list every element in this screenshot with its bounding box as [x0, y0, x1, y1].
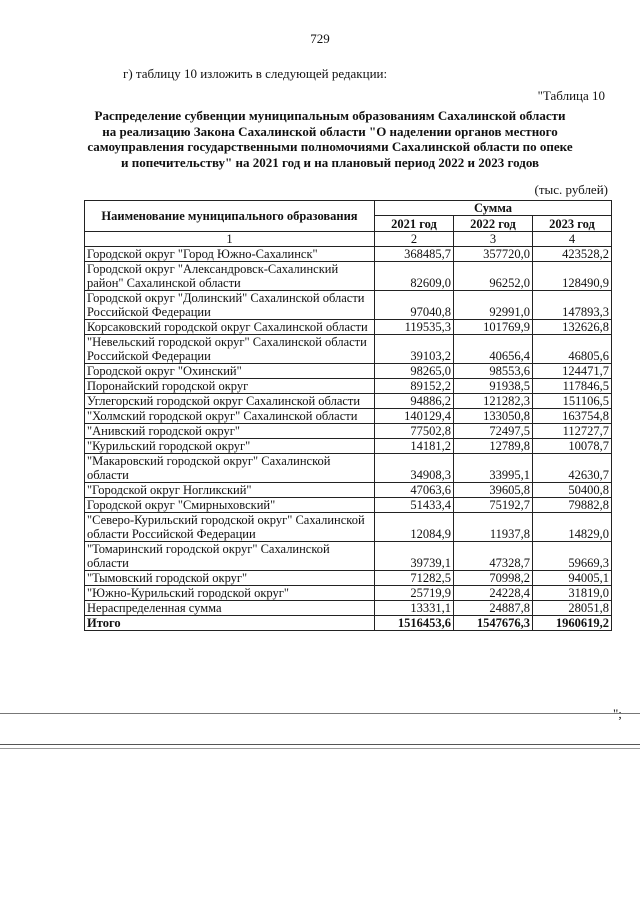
name-column-header: Наименование муниципального образования: [85, 201, 375, 232]
value-2021: 97040,8: [375, 291, 454, 320]
municipality-name: "Городской округ Ногликский": [85, 483, 375, 498]
column-number: 1: [85, 232, 375, 247]
table-row: [85, 320, 612, 335]
municipality-name: "Анивский городской округ": [85, 424, 375, 439]
value-2023: 117846,5: [533, 379, 612, 394]
value-2021: 13331,1: [375, 601, 454, 616]
value-2022: 1547676,3: [454, 616, 533, 631]
intro-text: г) таблицу 10 изложить в следующей редакции:: [123, 66, 388, 81]
divider-line: [0, 744, 640, 745]
subvention-table: [84, 200, 612, 631]
title-line: и попечительству" на 2021 год и на плановый период 2022 и 2023 годов: [120, 154, 540, 170]
value-2022: 91938,5: [454, 379, 533, 394]
municipality-name: Городской округ "Город Южно-Сахалинск": [85, 247, 375, 262]
municipality-name: "Южно-Курильский городской округ": [85, 586, 375, 601]
value-2021: 71282,5: [375, 571, 454, 586]
municipality-name: "Курильский городской округ": [85, 439, 375, 454]
value-2023: 42630,7: [533, 454, 612, 483]
sum-column-header: Сумма: [375, 201, 612, 216]
value-2021: 89152,2: [375, 379, 454, 394]
table-row: [85, 513, 612, 542]
municipality-name: "Тымовский городской округ": [85, 571, 375, 586]
value-2022: 47328,7: [454, 542, 533, 571]
value-2022: 11937,8: [454, 513, 533, 542]
value-2021: 12084,9: [375, 513, 454, 542]
value-2021: 39103,2: [375, 335, 454, 364]
value-2023: 50400,8: [533, 483, 612, 498]
value-2022: 40656,4: [454, 335, 533, 364]
title-line: самоуправления государственными полномочиями Сахалинской области по опеке: [87, 139, 573, 154]
table-row: [85, 542, 612, 571]
municipality-name: Городской округ "Смирныховский": [85, 498, 375, 513]
value-2022: 96252,0: [454, 262, 533, 291]
value-2022: 70998,2: [454, 571, 533, 586]
value-2021: 94886,2: [375, 394, 454, 409]
table-row: [85, 394, 612, 409]
table-row: [85, 291, 612, 320]
value-2023: 128490,9: [533, 262, 612, 291]
value-2023: 124471,7: [533, 364, 612, 379]
value-2023: 79882,8: [533, 498, 612, 513]
value-2022: 12789,8: [454, 439, 533, 454]
value-2021: 51433,4: [375, 498, 454, 513]
page-number: 729: [310, 31, 330, 46]
municipality-name: "Северо-Курильский городской округ" Сахалинской области Российской Федерации: [85, 513, 375, 542]
value-2023: 28051,8: [533, 601, 612, 616]
value-2021: 140129,4: [375, 409, 454, 424]
value-2022: 101769,9: [454, 320, 533, 335]
table-row: [85, 364, 612, 379]
municipality-name: "Томаринский городской округ" Сахалинской области: [85, 542, 375, 571]
title-line: на реализацию Закона Сахалинской области "О наделении органов местного: [102, 123, 558, 139]
value-2023: 1960619,2: [533, 616, 612, 631]
table-row: [85, 247, 612, 262]
divider-line: [0, 748, 640, 749]
value-2023: 31819,0: [533, 586, 612, 601]
value-2023: 94005,1: [533, 571, 612, 586]
value-2022: 357720,0: [454, 247, 533, 262]
year-2023-header: 2023 год: [533, 216, 612, 232]
value-2023: 163754,8: [533, 409, 612, 424]
table-row: [85, 379, 612, 394]
value-2022: 98553,6: [454, 364, 533, 379]
table-title: [70, 108, 590, 170]
value-2021: 82609,0: [375, 262, 454, 291]
value-2021: 25719,9: [375, 586, 454, 601]
value-2021: 119535,3: [375, 320, 454, 335]
column-number: 2: [375, 232, 454, 247]
value-2023: 147893,3: [533, 291, 612, 320]
municipality-name: Итого: [85, 616, 375, 631]
table-row: [85, 409, 612, 424]
value-2021: 34908,3: [375, 454, 454, 483]
value-2023: 151106,5: [533, 394, 612, 409]
municipality-name: "Невельский городской округ" Сахалинской области Российской Федерации: [85, 335, 375, 364]
table-row: [85, 571, 612, 586]
table-row: [85, 454, 612, 483]
table-row: [85, 262, 612, 291]
value-2022: 72497,5: [454, 424, 533, 439]
value-2022: 75192,7: [454, 498, 533, 513]
year-2022-header: 2022 год: [454, 216, 533, 232]
value-2021: 368485,7: [375, 247, 454, 262]
table-label: "Таблица 10: [537, 88, 605, 103]
value-2023: 10078,7: [533, 439, 612, 454]
year-2021-header: 2021 год: [375, 216, 454, 232]
municipality-name: Корсаковский городской округ Сахалинской области: [85, 320, 375, 335]
value-2023: 423528,2: [533, 247, 612, 262]
closing-quote: ";: [613, 706, 622, 721]
municipality-name: "Макаровский городской округ" Сахалинской области: [85, 454, 375, 483]
value-2023: 46805,6: [533, 335, 612, 364]
column-number: 3: [454, 232, 533, 247]
value-2021: 47063,6: [375, 483, 454, 498]
units-label: (тыс. рублей): [534, 182, 608, 197]
title-line: Распределение субвенции муниципальным образованиям Сахалинской области: [94, 108, 566, 123]
table-row: [85, 439, 612, 454]
value-2022: 33995,1: [454, 454, 533, 483]
value-2022: 39605,8: [454, 483, 533, 498]
municipality-name: Городской округ "Александровск-Сахалинский район" Сахалинской области: [85, 262, 375, 291]
municipality-name: Нераспределенная сумма: [85, 601, 375, 616]
value-2021: 1516453,6: [375, 616, 454, 631]
divider-line: [0, 713, 640, 714]
value-2022: 92991,0: [454, 291, 533, 320]
value-2022: 24887,8: [454, 601, 533, 616]
municipality-name: Городской округ "Охинский": [85, 364, 375, 379]
value-2021: 14181,2: [375, 439, 454, 454]
value-2022: 24228,4: [454, 586, 533, 601]
municipality-name: Поронайский городской округ: [85, 379, 375, 394]
table-row: [85, 586, 612, 601]
table-row: [85, 498, 612, 513]
municipality-name: Городской округ "Долинский" Сахалинской области Российской Федерации: [85, 291, 375, 320]
total-row: [85, 616, 612, 631]
value-2023: 59669,3: [533, 542, 612, 571]
value-2021: 39739,1: [375, 542, 454, 571]
municipality-name: "Холмский городской округ" Сахалинской области: [85, 409, 375, 424]
value-2021: 98265,0: [375, 364, 454, 379]
value-2022: 121282,3: [454, 394, 533, 409]
table-row: [85, 335, 612, 364]
table-row: [85, 424, 612, 439]
value-2023: 112727,7: [533, 424, 612, 439]
value-2021: 77502,8: [375, 424, 454, 439]
column-number: 4: [533, 232, 612, 247]
value-2023: 132626,8: [533, 320, 612, 335]
municipality-name: Углегорский городской округ Сахалинской области: [85, 394, 375, 409]
value-2022: 133050,8: [454, 409, 533, 424]
value-2023: 14829,0: [533, 513, 612, 542]
table-body: [85, 247, 612, 631]
table-row: [85, 601, 612, 616]
table-row: [85, 483, 612, 498]
